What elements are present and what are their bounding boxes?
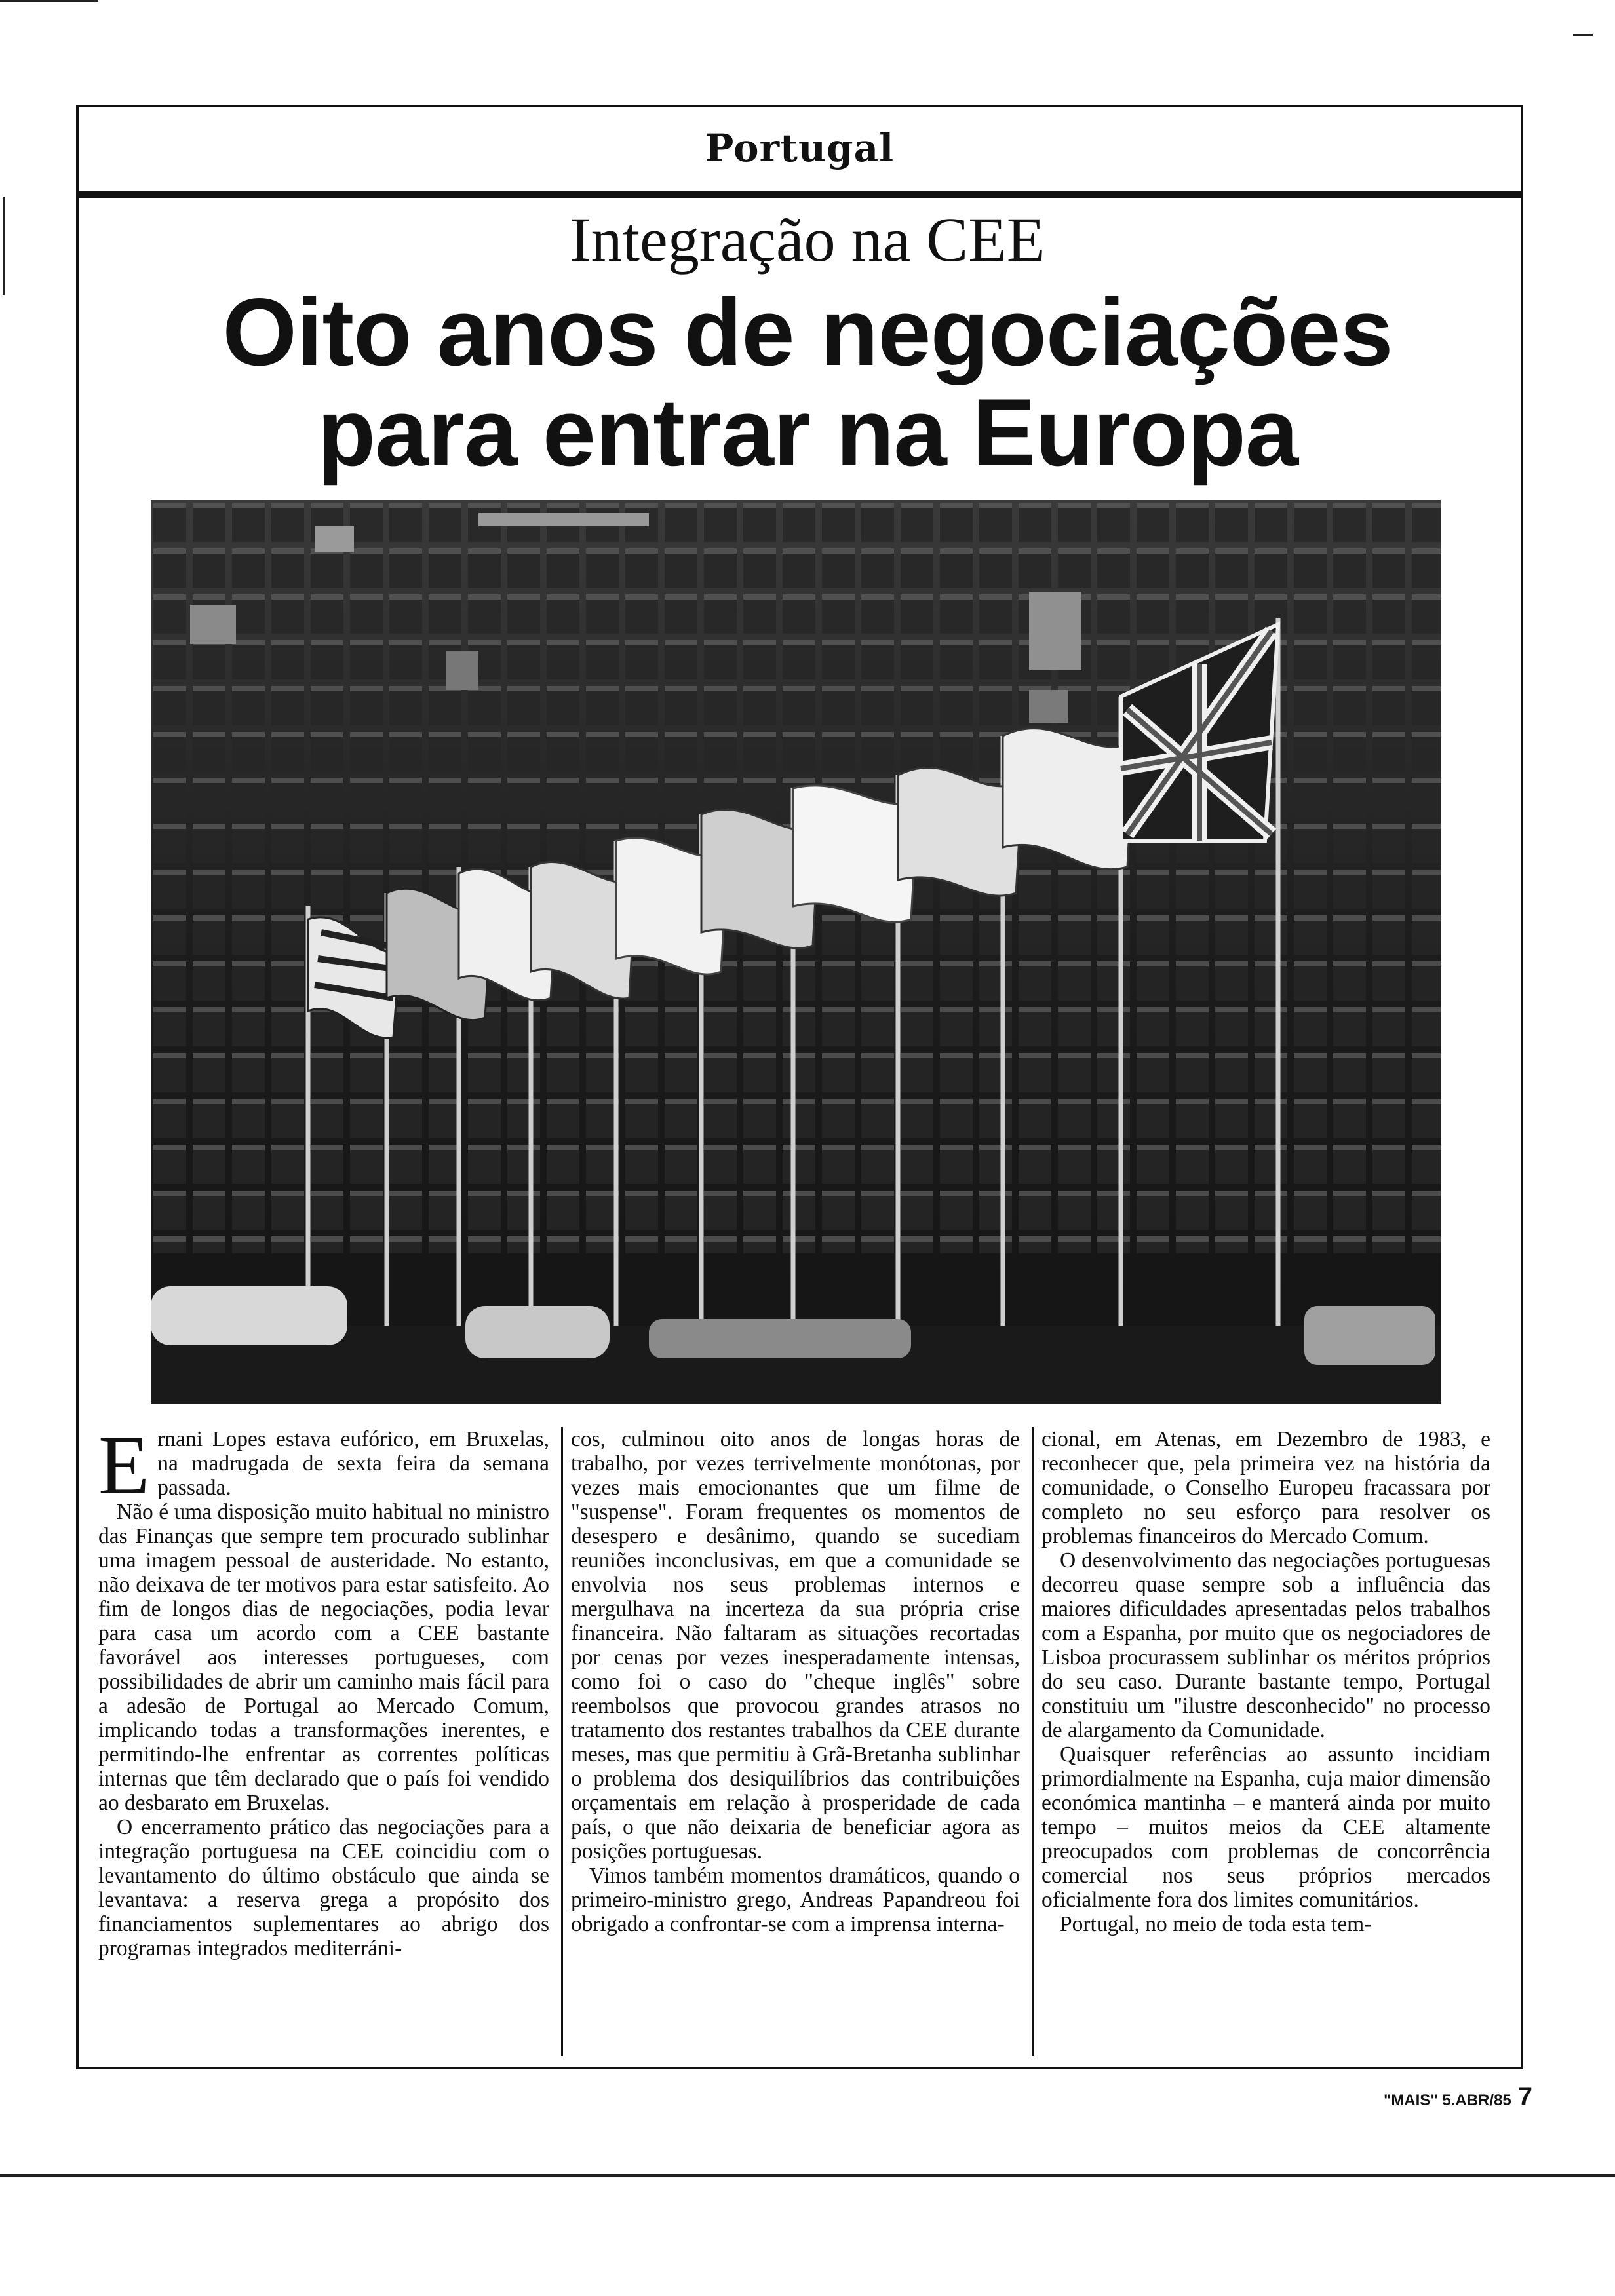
page-footer <box>1384 2082 1532 2112</box>
article-paragraph: Não é uma disposição muito habitual no ministro das Finanças que sempre tem procurado sublinhar uma imagem pessoal de austeridade. No estanto, não deixava de ter motivos para estar satisfeito. Ao fim de longos dias de negociações, podia levar para casa um acordo com a CEE bastante favorável aos interesses portugueses, com possibilidades de abrir um caminho mais fácil para a adesão de Portugal ao Mercado Comum, implicando todas a transformações inerentes, e permitindo-lhe enfrentar as correntes políticas internas que têm declarado que o país foi vendido ao desbarato em Bruxelas. <box>98 1500 549 1815</box>
scan-mark <box>0 0 98 2</box>
article-paragraph: cional, em Atenas, em Dezembro de 1983, e reconhecer que, pela primeira vez na história da comunidade, o Conselho Europeu fracassara por completo no seu esforço para resolver os problemas financeiros do Mercado Comum. <box>1041 1427 1490 1548</box>
flags-photo <box>151 500 1441 1404</box>
article-body <box>90 1427 1514 2056</box>
article-paragraph: Portugal, no meio de toda esta tem- <box>1060 1912 1372 1936</box>
article-paragraph: cos, culminou oito anos de longas horas de trabalho, por vezes terrivelmente monótonas, por vezes mais emocionantes que um filme de "suspense". Foram frequentes os momentos de desespero e desânimo, quando se sucediam reuniões inconclusivas, em que a comunidade se envolvia nos seus problemas internos e mergulhava na incerteza da sua própria crise financeira. Não faltaram as situações recortadas por cenas por vezes inesperadamente intensas, como foi o caso do "cheque inglês" sobre reembolsos que provocou grandes atrasos no tratamento dos restantes trabalhos da CEE durante meses, mas que permitiu à Grã-Bretanha sublinhar o problema dos desiquilíbrios das contribuições orçamentais em relação à prosperidade de cada país, o que não deixaria de beneficiar agora as posições portuguesas. <box>571 1427 1020 1864</box>
headline <box>0 278 1615 486</box>
issue-label: "MAIS" 5.ABR/85 <box>1383 2092 1511 2109</box>
page-number: 7 <box>1517 2082 1532 2111</box>
scan-line <box>0 2174 1615 2177</box>
article-paragraph: O desenvolvimento das negociações portuguesas decorreu quase sempre sob a influência das maiores dificuldades apresentadas pelos trabalhos com a Espanha, por muito que os negociadores de Lisboa procurassem sublinhar os méritos próprios do seu caso. Durante bastante tempo, Portugal constituiu um "ilustre desconhecido" no processo de alargamento da Comunidade. <box>1041 1548 1490 1742</box>
section-label: Portugal <box>705 126 895 170</box>
article-column-2 <box>561 1427 1028 2056</box>
article-column-1 <box>90 1427 557 2056</box>
article-paragraph: Quaisquer referências ao assunto incidiam primordialmente na Espanha, cuja maior dimensão económica mantinha – e manterá ainda por muito tempo – muitos meios da CEE altamente preocupados com problemas de concorrência comercial nos seus próprios mercados oficialmente fora dos limites comunitários. <box>1041 1742 1490 1912</box>
flags-photo-icon <box>151 500 1441 1404</box>
article-paragraph <box>98 1427 549 1512</box>
dropcap: E <box>98 1427 150 1512</box>
scan-mark <box>1573 34 1593 36</box>
article-paragraph: O encerramento prático das negociações para a integração portuguesa na CEE coincidiu com o levantamento do último obstáculo que ainda se levantava: a reserva grega a propósito dos financiamentos suplementares ao abrigo dos programas integrados mediterráni- <box>98 1815 549 1961</box>
article-paragraph: Vimos também momentos dramáticos, quando o primeiro-ministro grego, Andreas Papandreou foi obrigado a confrontar-se com a imprensa interna- <box>571 1864 1020 1936</box>
headline-line-1: Oito anos de negociações <box>222 278 1393 385</box>
paragraph-text: rnani Lopes estava eufórico, em Bruxelas, na madrugada de sexta feira da semana passada. <box>157 1427 549 1500</box>
section-header <box>76 105 1523 198</box>
headline-line-2: para entrar na Europa <box>317 379 1298 486</box>
article-column-3 <box>1032 1427 1498 2056</box>
kicker: Integração na CEE <box>570 204 1045 275</box>
